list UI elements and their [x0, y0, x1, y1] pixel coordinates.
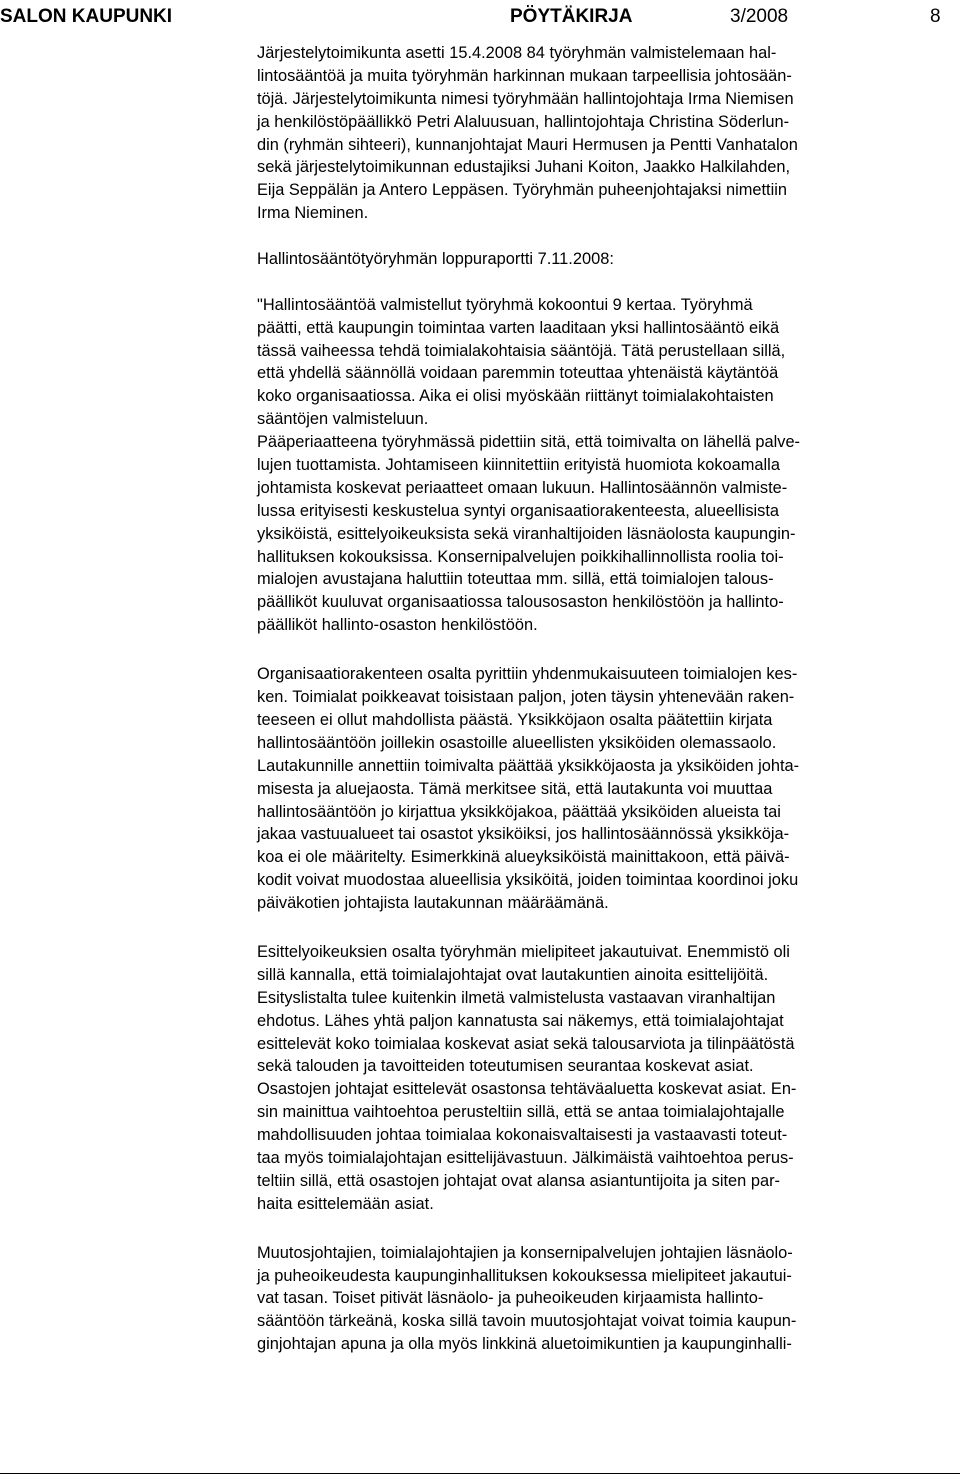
- text-line: Irma Nieminen.: [257, 204, 369, 223]
- text-line: sekä järjestelytoimikunnan edustajiksi Juhani Koiton, Jaakko Halkilahden,: [257, 158, 790, 177]
- document-body: [257, 42, 953, 1356]
- text-line: koa ei ole määritelty. Esimerkkinä alueyksiköistä mainittakoon, että päivä-: [257, 848, 790, 867]
- text-line: sillä kannalla, että toimialajohtajat ovat lautakuntien ainoita esittelijöitä.: [257, 965, 769, 984]
- text-line: lujen tuottamista. Johtamiseen kiinnitettiin erityistä huomiota kokoamalla: [257, 456, 780, 475]
- page-header: [0, 0, 960, 36]
- text-line: lussa erityisesti keskustelua syntyi organisaatiorakenteesta, alueellisista: [257, 501, 780, 520]
- text-line: haita esittelemään asiat.: [257, 1194, 434, 1213]
- text-line: Järjestelytoimikunta asetti 15.4.2008 84 työryhmän valmistelemaan hal-: [257, 44, 777, 62]
- text-line: hallintosääntöön joillekin osastoille alueellisten yksiköiden olemassaolo.: [257, 733, 777, 752]
- text-line: töjä. Järjestelytoimikunta nimesi työryhmään hallintojohtaja Irma Niemisen: [257, 89, 794, 108]
- paragraph-report-intro: [257, 294, 953, 637]
- text-line: kodit voivat muodostaa alueellisia yksiköitä, joiden toimintaa koordinoi joku: [257, 871, 799, 890]
- paragraph-attendance-rights: [257, 1242, 953, 1356]
- text-line: ginjohtajan apuna ja olla myös linkkinä aluetoimikuntien ja kaupunginhalli-: [257, 1335, 792, 1354]
- text-line: ja puheoikeudesta kaupunginhallituksen kokouksessa mielipiteet jakautui-: [257, 1266, 792, 1285]
- text-line: mialojen avustajana haluttiin toteuttaa mm. sillä, että toimialojen talous-: [257, 570, 774, 589]
- text-line: Muutosjohtajien, toimialajohtajien ja konsernipalvelujen johtajien läsnäolo-: [257, 1243, 793, 1262]
- text-line: misesta ja aluejaosta. Tämä merkitsee sitä, että lautakunta voi muuttaa: [257, 779, 773, 798]
- text-line: Organisaatiorakenteen osalta pyrittiin yhdenmukaisuuteen toimialojen kes-: [257, 665, 798, 684]
- text-line: koko organisaatiossa. Aika ei olisi myöskään riittänyt toimialakohtaisten: [257, 387, 774, 406]
- paragraph-spacer: [257, 225, 953, 248]
- paragraph-spacer: [257, 271, 953, 294]
- paragraph-spacer: [257, 915, 953, 941]
- document-type: PÖYTÄKIRJA: [510, 6, 633, 27]
- text-line: "Hallintosääntöä valmistellut työryhmä kokoontui 9 kertaa. Työryhmä: [257, 295, 753, 314]
- text-line: Pääperiaatteena työryhmässä pidettiin sitä, että toimivalta on lähellä palve-: [257, 433, 801, 452]
- text-line: ja henkilöstöpäällikkö Petri Alaluusuan, hallintojohtaja Christina Söderlun-: [257, 112, 790, 131]
- paragraph-organisation-structure: [257, 663, 953, 915]
- text-line: taa myös toimialajohtajan esittelijävastuun. Jälkimäistä vaihtoehtoa perus-: [257, 1148, 794, 1167]
- text-line: mahdollisuuden johtaa toimialaa kokonaisvaltaisesti ja vastaavasti toteut-: [257, 1126, 788, 1145]
- text-line: päälliköt kuuluvat organisaatiossa talousosaston henkilöstöön ja hallinto-: [257, 593, 784, 612]
- text-line: teeseen ei ollut mahdollista päästä. Yksikköjaon osalta päätettiin kirjata: [257, 710, 773, 729]
- text-line: päiväkotien johtajista lautakunnan määräämänä.: [257, 894, 609, 913]
- text-line: päälliköt hallinto-osaston henkilöstöön.: [257, 616, 538, 635]
- paragraph-spacer: [257, 1216, 953, 1242]
- text-line: sääntöön tärkeänä, koska sillä tavoin muutosjohtajat voivat toimia kaupun-: [257, 1312, 797, 1331]
- text-line: Esityslistalta tulee kuitenkin ilmetä valmistelusta vastaavan viranhaltijan: [257, 988, 776, 1007]
- text-line: ken. Toimialat poikkeavat toisistaan paljon, joten täysin yhtenevään raken-: [257, 688, 795, 707]
- text-line: Lautakunnille annettiin toimivalta päättää yksikköjaosta ja yksiköiden johta-: [257, 756, 800, 775]
- text-line: yksiköistä, esittelyoikeuksista sekä viranhaltijoiden läsnäolosta kaupungin-: [257, 524, 796, 543]
- paragraph-spacer: [257, 637, 953, 663]
- session-number: 3/2008: [730, 6, 789, 27]
- text-line: sääntöjen valmisteluun.: [257, 410, 429, 429]
- text-line: ehdotus. Lähes yhtä paljon kannatusta sai näkemys, että toimialajohtajat: [257, 1011, 784, 1030]
- text-line: tässä vaiheessa tehdä toimialakohtaisia sääntöjä. Tätä perustellaan sillä,: [257, 341, 786, 360]
- paragraph-working-group: [257, 42, 953, 225]
- text-line: hallituksen kokouksissa. Konsernipalvelujen poikkihallinnollista roolia toi-: [257, 547, 784, 566]
- text-line: johtamista koskevat periaatteet omaan lukuun. Hallintosäännön valmiste-: [257, 478, 788, 497]
- text-line: että yhdellä säännöllä voidaan paremmin toteuttaa yhtenäistä käytäntöä: [257, 364, 779, 383]
- text-line: vat tasan. Toiset pitivät läsnäolo- ja puheoikeuden kirjaamista hallinto-: [257, 1289, 764, 1308]
- page-number: 8: [930, 6, 941, 27]
- text-line: jakaa vastuualueet tai osastot yksiköiksi, jos hallintosäännössä yksikköja-: [257, 825, 790, 844]
- text-line: Esittelyoikeuksien osalta työryhmän mielipiteet jakautuivat. Enemmistö oli: [257, 942, 790, 961]
- text-line: sekä talouden ja tavoitteiden toteutumisen seurantaa koskevat asiat.: [257, 1057, 754, 1076]
- text-line: lintosääntöä ja muita työryhmän harkinnan mukaan tarpeellisia johtosään-: [257, 66, 792, 85]
- text-line: Osastojen johtajat esittelevät osastonsa tehtäväaluetta koskevat asiat. En-: [257, 1080, 797, 1099]
- text-line: sin mainittua vaihtoehtoa perusteltiin sillä, että se antaa toimialajohtajalle: [257, 1103, 785, 1122]
- paragraph-final-report-heading: [257, 248, 953, 271]
- text-line: hallintosääntöön jo kirjattua yksikköjakoa, päättää yksiköiden alueista tai: [257, 802, 781, 821]
- text-line: esittelevät koko toimialaa koskevat asiat sekä talousarviota ja tilinpäätöstä: [257, 1034, 795, 1053]
- paragraph-presentation-rights: [257, 941, 953, 1216]
- organization-name: SALON KAUPUNKI: [0, 6, 173, 27]
- text-line: din (ryhmän sihteeri), kunnanjohtajat Mauri Hermusen ja Pentti Vanhatalon: [257, 135, 798, 154]
- text-line: teltiin sillä, että osastojen johtajat ovat alansa asiantuntijoita ja siten par-: [257, 1171, 780, 1190]
- text-line: Hallintosääntötyöryhmän loppuraportti 7.11.2008:: [257, 250, 614, 269]
- text-line: päätti, että kaupungin toimintaa varten laaditaan yksi hallintosääntö eikä: [257, 318, 780, 337]
- text-line: Eija Seppälän ja Antero Leppäsen. Työryhmän puheenjohtajaksi nimettiin: [257, 181, 788, 200]
- footer-divider: [0, 1473, 960, 1474]
